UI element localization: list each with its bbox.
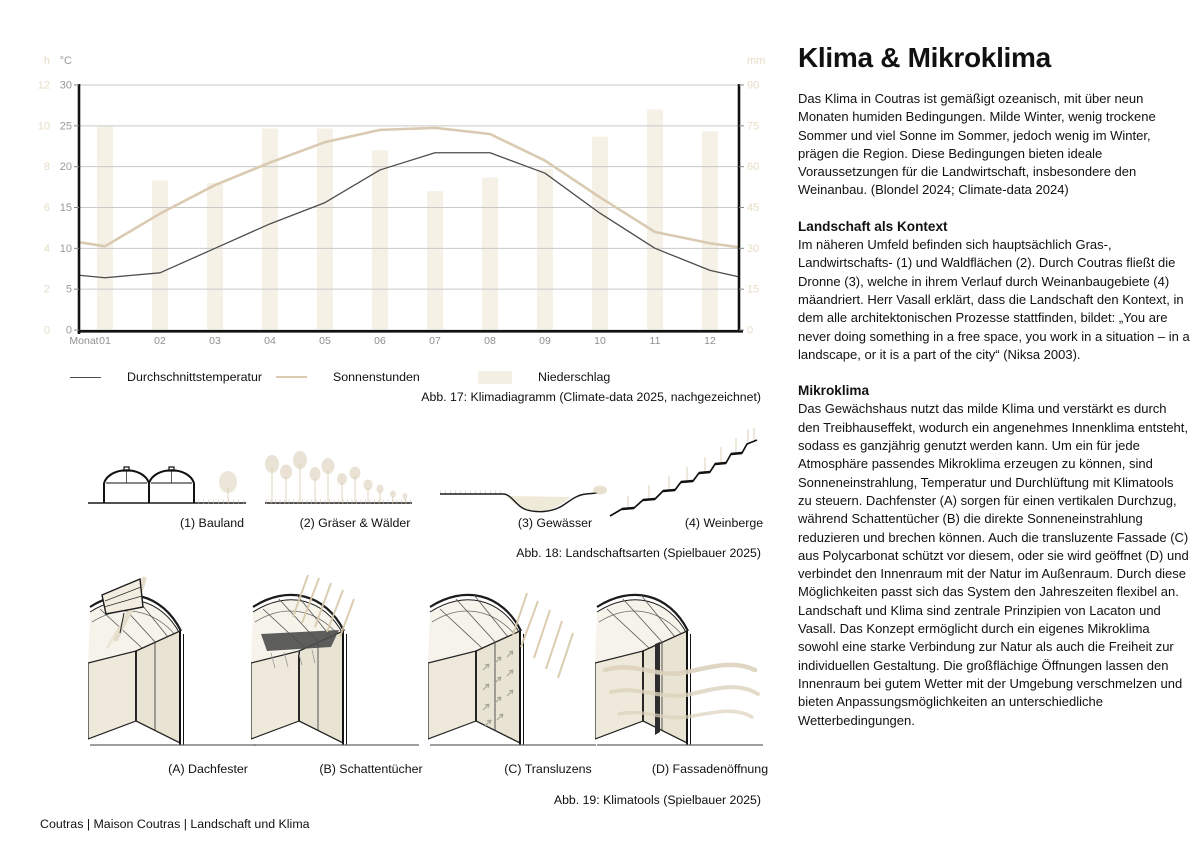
transluzenz-drawing: [428, 573, 598, 751]
legend-item-temperature: [70, 369, 262, 385]
figure-caption-19: Abb. 19: Klimatools (Spielbauer 2025): [553, 793, 761, 807]
svg-text:02: 02: [154, 335, 166, 347]
svg-text:mm: mm: [747, 55, 766, 67]
svg-text:0: 0: [65, 324, 72, 337]
svg-text:03: 03: [209, 335, 221, 347]
tool-label-transluzenz: (C) Transluzens: [504, 762, 592, 776]
graeser-waelder-drawing: [265, 451, 412, 503]
sunhours-line-swatch: [276, 376, 307, 378]
landscape-label-gewaesser: (3) Gewässer: [517, 516, 593, 530]
svg-text:15: 15: [59, 202, 72, 214]
text-column: [798, 42, 1190, 730]
gewaesser-drawing: [440, 486, 607, 512]
fassadenoeffnung-drawing: [595, 573, 765, 751]
svg-text:75: 75: [747, 120, 760, 133]
svg-text:30: 30: [747, 242, 760, 255]
svg-text:12: 12: [37, 79, 50, 92]
section-body-mikroklima-2: Landschaft und Klima sind zentrale Prinzipien von Lacaton und Vasall. Das Konzept ermöglicht durch ein eigenes Mikroklima sowohl eine starke Verbindung zur Natur als auch die Freiheit zur individuellen Gestaltung. Die großflächige Öffnungen lassen den Innenraum bei gutem Wetter mit der Umgebung verschmelzen und bieten Anpassungsmöglichkeiten an unterschiedliche Wetterbedingungen.: [798, 602, 1183, 728]
svg-text:60: 60: [747, 161, 760, 174]
svg-text:04: 04: [264, 335, 276, 347]
figure-caption-17: Abb. 17: Klimadiagramm (Climate-data 2025, nachgezeichnet): [421, 390, 761, 404]
svg-text:2: 2: [43, 283, 50, 296]
svg-text:0: 0: [43, 324, 50, 337]
landscape-label-weinberge: (4) Weinberge: [684, 516, 764, 530]
dachfenster-drawing: [88, 573, 258, 751]
section-body-landschaft: Im näheren Umfeld befinden sich hauptsächlich Gras-, Landwirtschafts- (1) und Waldflächen (2). Durch Coutras fließt die Dronne (3), welche in ihrem Verlauf durch Weinanbaugebiete (4) mäandriert. Herr Vasall erklärt, dass die Landschaft den Kontext, in dem alle architektonischen Prozesse stattfinden, bildet: „You are never doing something in a free space, you work in a situation – in a landscape, or it is a part of the city“ (Niksa 2003).: [798, 237, 1190, 362]
svg-text:06: 06: [374, 335, 386, 347]
landscape-drawings-svg: [60, 428, 770, 524]
svg-text:Monat: Monat: [69, 335, 99, 347]
svg-text:90: 90: [747, 79, 760, 92]
tool-label-dachfenster: (A) Dachfester: [168, 762, 248, 776]
section-heading-mikroklima: Mikroklima: [798, 383, 870, 399]
svg-text:12: 12: [704, 335, 716, 347]
svg-text:5: 5: [65, 283, 72, 296]
svg-text:6: 6: [43, 202, 50, 214]
svg-text:15: 15: [747, 283, 760, 296]
svg-text:10: 10: [594, 335, 606, 347]
landscape-label-graeser-waelder: (2) Gräser & Wälder: [299, 516, 411, 530]
svg-text:10: 10: [59, 242, 72, 255]
tool-label-fassadenoeffnung: (D) Fassadenöffnung: [651, 762, 769, 776]
schattentuecher-drawing: [251, 573, 421, 751]
legend-label-temperature: Durchschnittstemperatur: [127, 370, 262, 384]
section-body-mikroklima: Das Gewächshaus nutzt das milde Klima und verstärkt es durch den Treibhauseffekt, wodurch ein angenehmes Innenklima entsteht, sodass es ganzjährig genutzt werden kann. Um ein für jede Atmosphäre passendes Mikroklima erzeugen zu können, sind Sonneneinstrahlung, Temperatur und Durchlüftung mit Klimatools zu steuern. Dachfenster (A) sorgen für einen vertikalen Durchzug, während Schattentücher (B) die direkte Sonneneinstrahlung reduzieren und brechen können. Auch die transluzente Fassade (C) aus Polycarbonat schützt vor diesem, oder sie wird geöffnet (D) und verbindet den Innenraum mit der Natur im Außenraum. Durch diese Möglichkeiten passt sich das System den Jahreszeiten flexibel an.: [798, 401, 1189, 600]
landscape-label-bauland: (1) Bauland: [179, 516, 245, 530]
section-heading-landschaft: Landschaft als Kontext: [798, 218, 948, 234]
svg-text:h: h: [43, 55, 50, 67]
svg-text:08: 08: [484, 335, 496, 347]
svg-text:07: 07: [429, 335, 441, 347]
temperature-line-swatch: [70, 377, 101, 378]
legend-label-precipitation: Niederschlag: [538, 370, 611, 384]
legend-label-sunhours: Sonnenstunden: [333, 370, 420, 384]
svg-text:01: 01: [99, 335, 111, 347]
page-footer: Coutras | Maison Coutras | Landschaft und Klima: [40, 817, 310, 831]
page-title: Klima & Mikroklima: [798, 42, 1051, 73]
figure-caption-18: Abb. 18: Landschaftsarten (Spielbauer 2025): [516, 546, 761, 560]
svg-text:10: 10: [37, 120, 50, 133]
svg-text:45: 45: [747, 202, 760, 214]
legend-item-precipitation: [478, 369, 610, 385]
svg-text:25: 25: [59, 120, 72, 133]
intro-paragraph: Das Klima in Coutras ist gemäßigt ozeanisch, mit über neun Monaten humiden Bedingungen. Milde Winter, wenig trockene Sommer und viel Sonne im Sommer, jedoch wenig im Winter, prägen die Region. Diese Bedingungen bieten ideale Voraussetzungen für die Landwirtschaft, insbesondere den Weinanbau. (Blondel 2024; Climate-data 2024): [798, 91, 1156, 198]
bauland-drawing: [88, 467, 246, 503]
svg-text:30: 30: [59, 79, 72, 92]
tool-label-schattentuecher: (B) Schattentücher: [319, 762, 423, 776]
weinberge-drawing: [610, 428, 757, 516]
svg-text:11: 11: [649, 335, 661, 347]
svg-text:4: 4: [43, 242, 50, 255]
svg-text:20: 20: [59, 161, 72, 174]
svg-text:°C: °C: [59, 55, 72, 67]
svg-text:05: 05: [319, 335, 331, 347]
precipitation-swatch: [478, 371, 512, 384]
svg-text:09: 09: [539, 335, 551, 347]
svg-text:0: 0: [747, 324, 754, 337]
climate-chart-svg: [0, 0, 780, 360]
legend-item-sunhours: [276, 369, 420, 385]
svg-text:8: 8: [43, 161, 50, 174]
